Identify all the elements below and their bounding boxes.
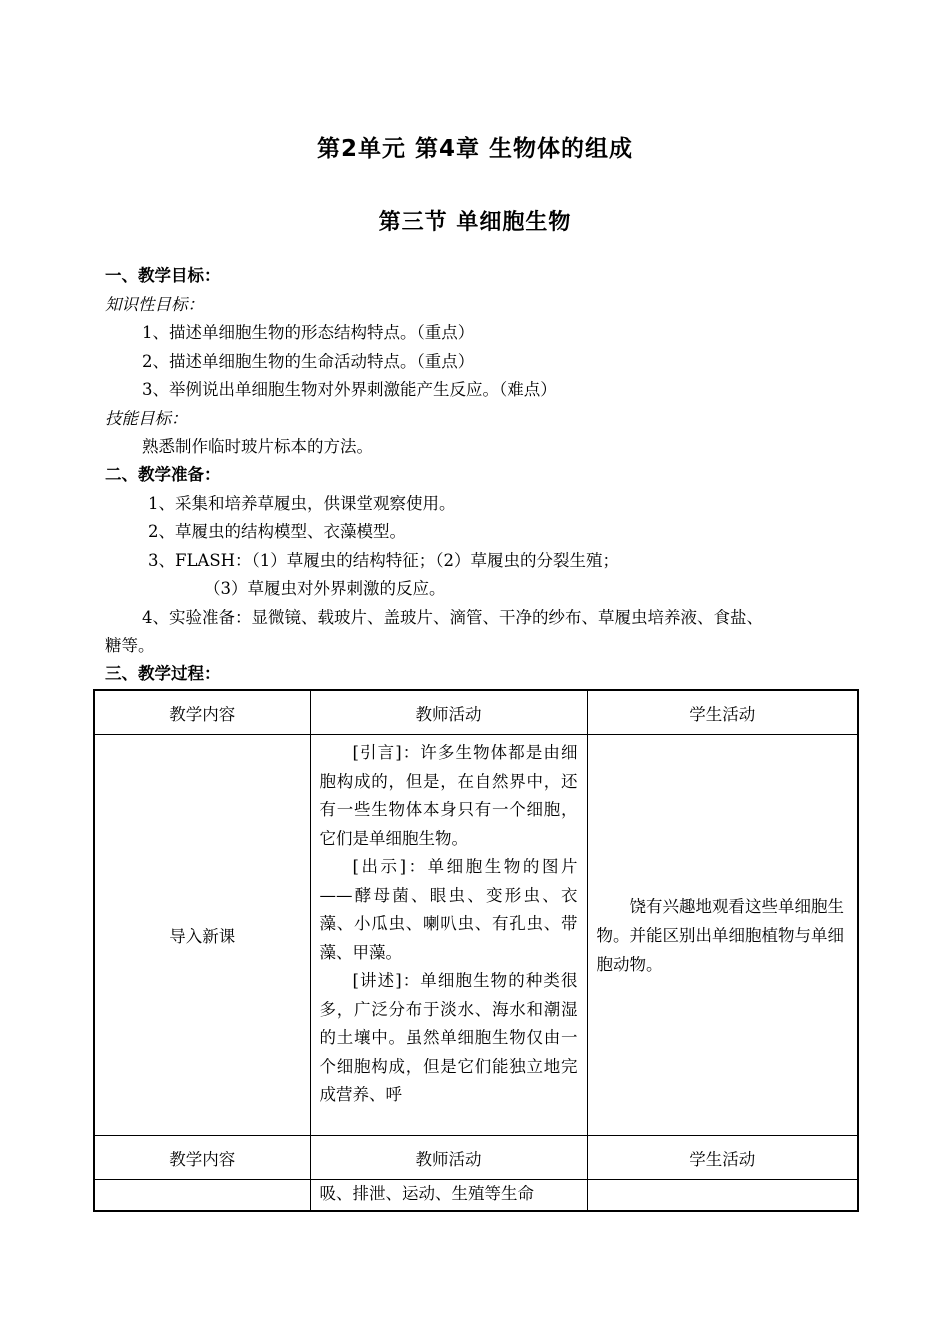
header-student: 学生活动 [587, 690, 858, 735]
header-student: 学生活动 [587, 1136, 858, 1180]
prep-item: 糖等。 [105, 636, 155, 655]
prep-item: 1、采集和培养草履虫，供课堂观察使用。 [148, 494, 456, 513]
cell-student [587, 735, 858, 1136]
goal-item: 1、描述单细胞生物的形态结构特点。（重点） [142, 323, 475, 342]
prep-item: （3）草履虫对外界刺激的反应。 [204, 579, 446, 598]
goal-item: 2、描述单细胞生物的生命活动特点。（重点） [142, 352, 475, 371]
teacher-paragraph: [引言]：许多生物体都是由细胞构成的，但是，在自然界中，还有一些生物体本身只有一个细胞，它们是单细胞生物。 [319, 743, 578, 848]
table-header-row [94, 1136, 858, 1180]
teacher-text: 吸、排泄、运动、生殖等生命 [319, 1184, 534, 1203]
document-title: 第2单元 第4章 生物体的组成 [316, 136, 634, 162]
prep-item: 2、草履虫的结构模型、衣藻模型。 [148, 522, 406, 541]
heading-teaching-goals: 一、教学目标： [105, 266, 221, 285]
skill-goal-item: 熟悉制作临时玻片标本的方法。 [142, 437, 373, 456]
skill-goal-label: 技能目标： [105, 409, 188, 428]
teacher-paragraph: [出示]：单细胞生物的图片——酵母菌、眼虫、变形虫、衣藻、小瓜虫、喇叭虫、有孔虫、带藻、甲藻。 [319, 857, 578, 962]
knowledge-goal-label: 知识性目标： [105, 295, 204, 314]
cell-teacher [310, 1180, 587, 1212]
prep-item: 4、实验准备：显微镜、载玻片、盖玻片、滴管、干净的纱布、草履虫培养液、食盐、 [142, 608, 763, 627]
student-paragraph: 饶有兴趣地观看这些单细胞生物。并能区别出单细胞植物与单细胞动物。 [596, 896, 844, 974]
prep-item: 3、FLASH：（1）草履虫的结构特征；（2）草履虫的分裂生殖； [148, 551, 620, 570]
goal-item: 3、举例说出单细胞生物对外界刺激能产生反应。（难点） [142, 380, 557, 399]
cell-student [587, 1180, 858, 1212]
table-row [94, 1180, 858, 1212]
cell-content [94, 1180, 310, 1212]
heading-teaching-process: 三、教学过程： [105, 664, 221, 683]
teacher-paragraph: [讲述]：单细胞生物的种类很多，广泛分布于淡水、海水和潮湿的土壤中。虽然单细胞生物仅由一个细胞构成，但是它们能独立地完成营养、呼 [319, 971, 578, 1104]
teaching-process-table [93, 689, 859, 1212]
cell-content: 导入新课 [94, 735, 310, 1136]
heading-teaching-prep: 二、教学准备： [105, 465, 221, 484]
table-header-row [94, 690, 858, 735]
table-row [94, 735, 858, 1136]
section-subtitle: 第三节 单细胞生物 [378, 210, 572, 235]
cell-teacher [310, 735, 587, 1136]
header-content: 教学内容 [94, 690, 310, 735]
header-teacher: 教师活动 [310, 690, 587, 735]
header-content: 教学内容 [94, 1136, 310, 1180]
header-teacher: 教师活动 [310, 1136, 587, 1180]
